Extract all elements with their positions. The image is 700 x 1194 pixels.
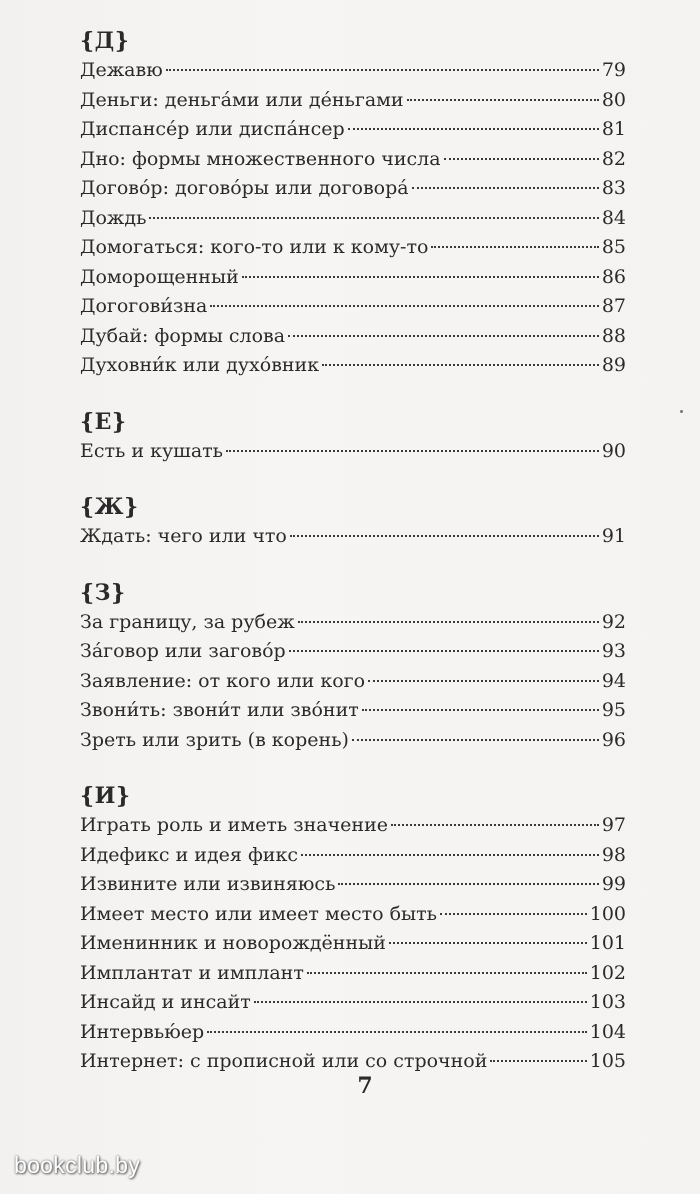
entry-page: 100 (589, 902, 626, 925)
entry-page: 105 (589, 1050, 626, 1072)
dot-leader (207, 1031, 587, 1033)
toc-entry (80, 233, 626, 263)
entry-page: 88 (601, 324, 626, 347)
entry-page: 96 (601, 728, 626, 751)
toc-entry (80, 900, 626, 930)
toc-entry (80, 174, 626, 204)
entry-page: 104 (589, 1020, 626, 1043)
entry-title: За́говор или загово́р (80, 640, 286, 662)
toc-section-z (80, 578, 626, 756)
entry-title: Духовни́к или духо́вник (80, 354, 320, 376)
entry-title: Имеет место или имеет место быть (80, 902, 438, 925)
entry-page: 101 (589, 932, 626, 954)
toc-entry (80, 841, 626, 871)
toc-entry (80, 637, 626, 667)
entry-title: Звони́ть: звони́т или зво́нит (80, 699, 359, 721)
toc-entry (80, 811, 626, 841)
dot-leader (166, 69, 599, 71)
toc-entry (80, 522, 626, 552)
entry-page: 83 (601, 177, 626, 199)
entry-page: 89 (601, 354, 626, 376)
dot-leader (412, 187, 599, 189)
entry-page: 92 (601, 610, 626, 633)
dot-leader (254, 1001, 587, 1003)
dot-leader (391, 824, 599, 826)
toc-entry (80, 56, 626, 86)
dot-leader (362, 709, 599, 711)
toc-entry (80, 608, 626, 638)
dot-leader (149, 217, 598, 219)
print-speck (680, 410, 683, 413)
entry-title: За границу, за рубеж (80, 610, 295, 633)
entry-title: Диспансе́р или диспа́нсер (80, 118, 345, 140)
toc-entry (80, 263, 626, 293)
entry-page: 91 (601, 525, 626, 547)
dot-leader (352, 739, 599, 741)
entry-title: Догово́р: догово́ры или договора́ (80, 177, 409, 199)
dot-leader (338, 883, 598, 885)
toc-entry (80, 86, 626, 116)
page-number: 7 (357, 1073, 373, 1099)
section-heading: {Ж} (80, 494, 139, 520)
dot-leader (226, 450, 599, 452)
entry-title: Инсайд и инсайт (80, 991, 251, 1013)
toc-entry (80, 726, 626, 756)
entry-title: Играть роль и иметь значение (80, 814, 388, 836)
dot-leader (490, 1060, 586, 1062)
entry-title: Дождь (80, 206, 147, 229)
section-heading: {З} (80, 579, 126, 606)
dot-leader (444, 158, 599, 160)
entry-page: 103 (589, 991, 626, 1013)
dot-leader (301, 854, 599, 856)
dot-leader (431, 246, 598, 248)
entry-title: Интервью́ер (80, 1020, 205, 1043)
entry-title: Дубай: формы слова (80, 324, 286, 347)
table-of-contents (80, 26, 626, 1103)
dot-leader (298, 621, 599, 623)
entry-title: Есть и кушать (80, 439, 224, 462)
dot-leader (407, 99, 599, 101)
entry-page: 86 (601, 265, 626, 288)
entry-title: Интернет: с прописной или со строчной (80, 1050, 488, 1072)
entry-page: 84 (601, 206, 626, 229)
entry-page: 79 (601, 59, 626, 81)
dot-leader (389, 942, 587, 944)
toc-section-d (80, 26, 626, 381)
toc-section-zh (80, 492, 626, 552)
entry-page: 81 (601, 118, 626, 140)
toc-entry (80, 696, 626, 726)
entry-title: Догогови́зна (80, 295, 208, 317)
toc-entry (80, 437, 626, 467)
entry-title: Домогаться: кого-то или к кому-то (80, 236, 429, 258)
dot-leader (210, 305, 598, 307)
toc-entry (80, 145, 626, 175)
entry-page: 85 (601, 236, 626, 258)
entry-page: 97 (601, 814, 626, 836)
entry-title: Зреть или зрить (в корень) (80, 728, 349, 751)
toc-entry (80, 959, 626, 989)
entry-title: Дно: формы множественного числа (80, 147, 441, 170)
toc-entry (80, 1018, 626, 1048)
toc-section-e (80, 407, 626, 467)
toc-entry (80, 667, 626, 697)
entry-page: 94 (601, 669, 626, 692)
entry-page: 87 (601, 295, 626, 317)
toc-entry (80, 351, 626, 381)
dot-leader (288, 335, 599, 337)
section-heading: {Е} (80, 408, 127, 435)
dot-leader (290, 535, 599, 537)
entry-page: 95 (601, 699, 626, 721)
dot-leader (242, 276, 599, 278)
entry-title: Идефикс и идея фикс (80, 843, 298, 866)
section-heading: {Д} (80, 28, 130, 54)
dot-leader (348, 128, 599, 130)
dot-leader (368, 680, 599, 682)
entry-page: 102 (589, 961, 626, 984)
entry-page: 99 (601, 873, 626, 895)
entry-page: 98 (601, 843, 626, 866)
dot-leader (440, 913, 587, 915)
entry-title: Именинник и новорождённый (80, 932, 386, 954)
entry-page: 82 (601, 147, 626, 170)
section-heading: {И} (80, 783, 131, 809)
entry-title: Имплантат и имплант (80, 961, 304, 984)
toc-entry (80, 988, 626, 1018)
entry-title: Заявление: от кого или кого (80, 669, 366, 692)
entry-title: Ждать: чего или что (80, 525, 287, 547)
entry-title: Деньги: деньга́ми или де́ньгами (80, 88, 404, 111)
toc-entry (80, 292, 626, 322)
toc-entry (80, 115, 626, 145)
toc-entry (80, 322, 626, 352)
toc-entry (80, 870, 626, 900)
entry-page: 90 (601, 439, 626, 462)
toc-entry (80, 929, 626, 959)
dot-leader (322, 364, 599, 366)
watermark: bookclub.by (14, 1152, 141, 1178)
toc-section-i (80, 781, 626, 1077)
entry-page: 93 (601, 640, 626, 662)
dot-leader (289, 650, 599, 652)
entry-title: Извините или извиняюсь (80, 873, 336, 895)
toc-entry (80, 204, 626, 234)
entry-page: 80 (601, 88, 626, 111)
entry-title: Доморощенный (80, 265, 239, 288)
dot-leader (307, 972, 587, 974)
entry-title: Дежавю (80, 59, 163, 81)
